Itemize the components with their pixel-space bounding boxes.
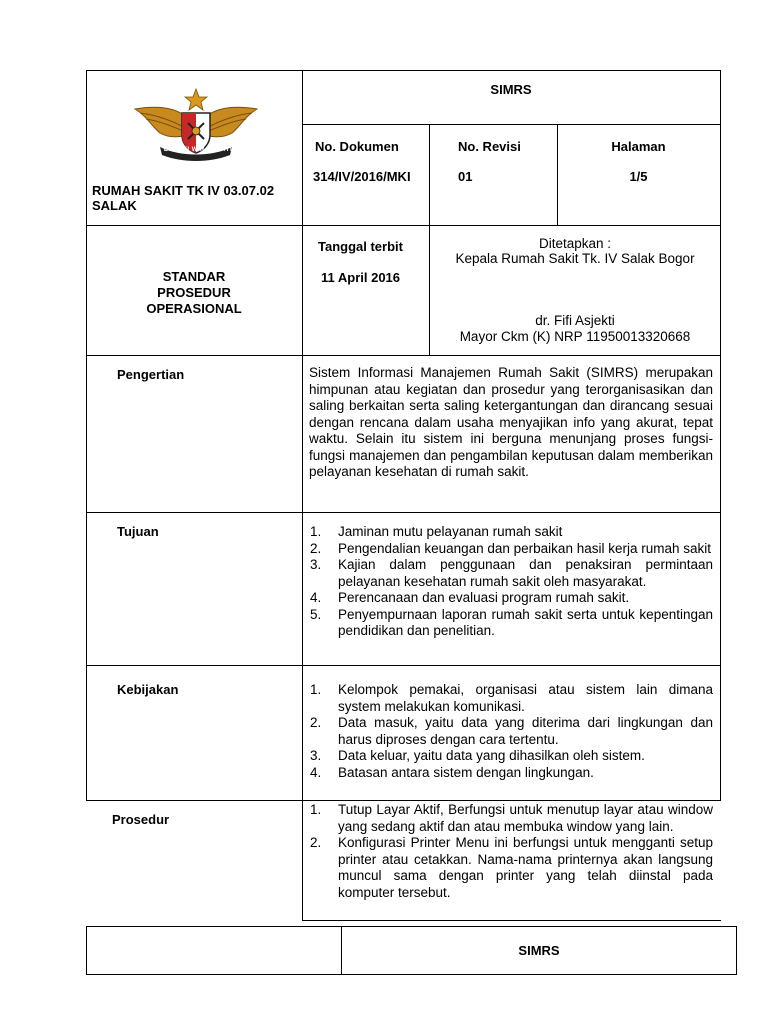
list-item: 2. Konfigurasi Printer Menu ini berfungsi untuk mengganti setup printer atau cetakkan. Nama-nama printernya akan langsung muncul sama dengan printer yang telah diinstal pada komputer tersebut.: [310, 835, 713, 900]
page-value: 1/5: [629, 169, 648, 184]
footer-system-title: SIMRS: [518, 943, 560, 958]
signer-rank: Mayor Ckm (K) NRP 11950013320668: [459, 329, 691, 344]
list-item: 4. Perencanaan dan evaluasi program rumah sakit.: [310, 590, 630, 605]
sop-title: STANDAR PROSEDUR OPERASIONAL: [146, 269, 242, 316]
revision-label: No. Revisi: [458, 139, 521, 154]
section-label-pengertian: Pengertian: [117, 367, 185, 382]
list-item: 3. Data keluar, yaitu data yang dihasilkan oleh sistem.: [310, 748, 645, 763]
page-label: Halaman: [611, 139, 666, 154]
table-divider: [86, 512, 721, 513]
table-divider: [86, 665, 721, 666]
emblem-icon: [130, 87, 262, 167]
table-divider: [302, 124, 721, 125]
list-item: 3. Kajian dalam penggunaan dan penaksiran permintaan pelayanan kesehatan rumah sakit oleh masyarakat.: [310, 557, 713, 589]
revision-value: 01: [458, 169, 473, 184]
issue-date-label: Tanggal terbit: [318, 239, 403, 254]
section-label-tujuan: Tujuan: [117, 524, 159, 539]
section-label-kebijakan: Kebijakan: [117, 682, 179, 697]
list-item: 1. Jaminan mutu pelayanan rumah sakit: [310, 524, 563, 539]
table-divider: [86, 800, 721, 801]
tujuan-list: [308, 524, 713, 640]
table-border-right: [720, 70, 721, 800]
list-item: 1. Tutup Layar Aktif, Berfungsi untuk menutup layar atau window yang sedang aktif dan atau membuka window yang lain.: [310, 802, 713, 834]
table-border-bottom-partial: [302, 920, 721, 921]
table-border-top: [86, 70, 721, 71]
pengertian-text: Sistem Informasi Manajemen Rumah Sakit (SIMRS) merupakan himpunan atau kegiatan dan prosedur yang terorganisasikan dan saling berkaitan serta saling ketergantungan dan dirancang sesuai dengan rencana dalam usaha menyajikan info yang akurat, tepat waktu. Selain itu sistem ini berguna menunjang proses fungsi-fungsi manajemen dan pengambilan keputusan dalam memberikan pelayanan kesehatan di rumah sakit.: [309, 365, 713, 479]
list-item: 1. Kelompok pemakai, organisasi atau sistem lain dimana system melakukan komunikasi.: [310, 682, 713, 714]
issue-date-value: 11 April 2016: [321, 270, 401, 285]
hospital-logo: [130, 87, 262, 167]
doc-number-value: 314/IV/2016/MKI: [313, 169, 411, 184]
kebijakan-list: [308, 682, 713, 781]
system-title: SIMRS: [490, 82, 532, 97]
list-item: 5. Penyempurnaan laporan rumah sakit serta untuk kepentingan pendidikan dan penelitian.: [310, 606, 713, 638]
logo-motto: BHAKTI WIRA SAKTI: [163, 147, 233, 153]
list-item: 2. Pengendalian keuangan dan perbaikan hasil kerja rumah sakit: [310, 540, 712, 556]
list-item: 2. Data masuk, yaitu data yang diterima dari lingkungan dan harus diproses dengan cara tertentu.: [310, 715, 713, 747]
approved-by: Kepala Rumah Sakit Tk. IV Salak Bogor: [455, 251, 695, 266]
list-item: 4. Batasan antara sistem dengan lingkungan.: [310, 764, 594, 780]
table-border-left: [86, 70, 87, 800]
section-label-prosedur: Prosedur: [112, 812, 170, 827]
hospital-name: RUMAH SAKIT TK IV 03.07.02 SALAK: [92, 183, 275, 213]
approved-label: Ditetapkan :: [538, 236, 612, 251]
doc-number-label: No. Dokumen: [315, 139, 399, 154]
prosedur-list: [308, 802, 713, 901]
table-divider: [86, 225, 721, 226]
table-divider: [86, 355, 721, 356]
table-column-divider: [302, 70, 303, 921]
signer-name: dr. Fifi Asjekti: [535, 313, 615, 328]
